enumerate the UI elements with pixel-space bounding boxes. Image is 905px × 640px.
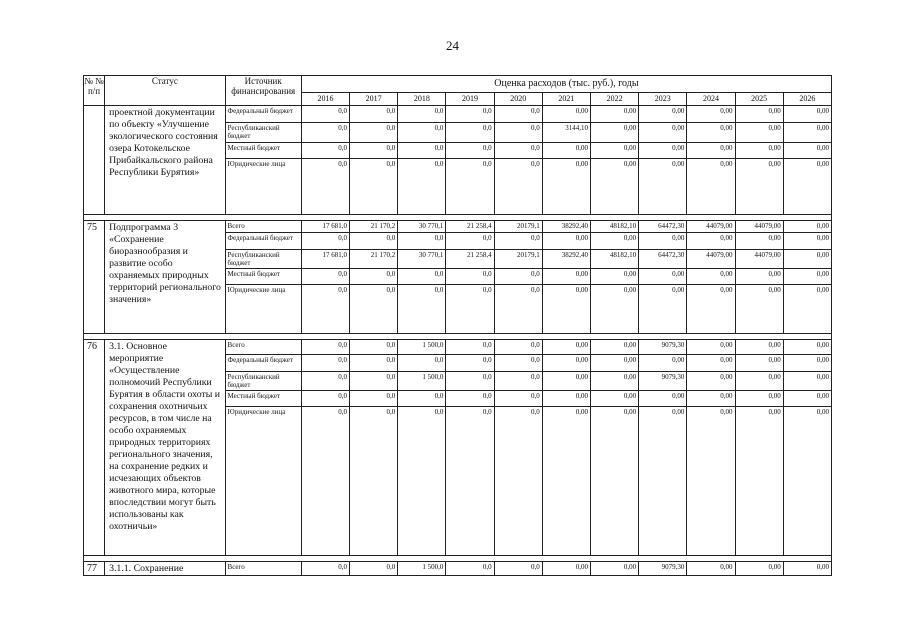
value-cell: 0,00 — [542, 391, 590, 407]
value-cell: 0,0 — [350, 391, 398, 407]
value-cell: 0,00 — [783, 391, 831, 407]
value-cell: 0,00 — [590, 340, 638, 355]
table-row — [84, 221, 832, 233]
header-status: Статус — [105, 76, 225, 106]
value-cell: 0,0 — [446, 285, 494, 334]
value-cell: 0,0 — [446, 372, 494, 391]
value-cell: 0,0 — [350, 106, 398, 123]
value-cell: 0,00 — [735, 285, 783, 334]
value-cell: 0,00 — [542, 159, 590, 215]
source-cell: Всего — [225, 340, 301, 355]
value-cell: 0,0 — [398, 269, 446, 285]
header-year: 2023 — [639, 93, 687, 106]
value-cell: 0,0 — [446, 269, 494, 285]
row-number — [84, 106, 105, 215]
value-cell: 0,0 — [301, 123, 349, 143]
value-cell: 0,00 — [542, 269, 590, 285]
value-cell: 0,0 — [350, 372, 398, 391]
value-cell: 0,0 — [494, 407, 542, 556]
value-cell: 0,0 — [398, 106, 446, 123]
value-cell: 0,0 — [446, 391, 494, 407]
value-cell: 1 500,0 — [398, 562, 446, 576]
value-cell: 0,00 — [639, 233, 687, 250]
value-cell: 0,00 — [639, 407, 687, 556]
value-cell: 0,00 — [687, 407, 735, 556]
value-cell: 0,0 — [398, 407, 446, 556]
value-cell: 0,0 — [398, 143, 446, 159]
value-cell: 0,0 — [350, 143, 398, 159]
value-cell: 0,00 — [735, 269, 783, 285]
value-cell: 0,00 — [542, 285, 590, 334]
value-cell: 1 500,0 — [398, 340, 446, 355]
status-cell: 3.1. Основное мероприятие «Осуществление полномочий Республики Бурятия в области охоты и сохранения охотничьих ресурсов, в том числе на особо охраняемых природных территориях регионального значения, на сохранение редких и исчезающих объектов животного мира, которые впоследствии могут быть использованы как охотничьи» — [105, 340, 225, 556]
value-cell: 0,0 — [446, 340, 494, 355]
value-cell: 0,00 — [783, 159, 831, 215]
value-cell: 21 170,2 — [350, 250, 398, 269]
source-cell: Юридические лица — [225, 285, 301, 334]
value-cell: 0,0 — [494, 340, 542, 355]
value-cell: 0,00 — [639, 391, 687, 407]
value-cell: 0,0 — [301, 159, 349, 215]
value-cell: 0,00 — [542, 562, 590, 576]
value-cell: 0,0 — [398, 355, 446, 372]
value-cell: 0,0 — [350, 123, 398, 143]
budget-table — [83, 75, 832, 576]
value-cell: 0,00 — [639, 159, 687, 215]
value-cell: 9079,30 — [639, 562, 687, 576]
table-row — [84, 340, 832, 355]
value-cell: 0,0 — [350, 407, 398, 556]
value-cell: 0,0 — [301, 143, 349, 159]
value-cell: 0,0 — [301, 233, 349, 250]
value-cell: 64472,30 — [639, 221, 687, 233]
value-cell: 0,00 — [735, 106, 783, 123]
value-cell: 0,0 — [301, 340, 349, 355]
source-cell: Местный бюджет — [225, 143, 301, 159]
value-cell: 0,00 — [735, 340, 783, 355]
value-cell: 0,0 — [446, 407, 494, 556]
header-num: № № п/п — [84, 76, 105, 106]
value-cell: 0,00 — [590, 233, 638, 250]
value-cell: 0,00 — [687, 340, 735, 355]
value-cell: 0,0 — [494, 355, 542, 372]
value-cell: 48182,10 — [590, 250, 638, 269]
value-cell: 20179,1 — [494, 250, 542, 269]
value-cell: 0,00 — [735, 562, 783, 576]
value-cell: 44079,00 — [735, 221, 783, 233]
value-cell: 38292,40 — [542, 221, 590, 233]
value-cell: 0,00 — [687, 106, 735, 123]
value-cell: 0,0 — [398, 391, 446, 407]
source-cell: Всего — [225, 562, 301, 576]
value-cell: 0,00 — [783, 143, 831, 159]
value-cell: 0,00 — [783, 407, 831, 556]
header-year: 2026 — [783, 93, 831, 106]
header-year: 2020 — [494, 93, 542, 106]
value-cell: 0,00 — [783, 221, 831, 233]
value-cell: 0,00 — [590, 391, 638, 407]
value-cell: 0,00 — [783, 250, 831, 269]
value-cell: 0,00 — [590, 407, 638, 556]
value-cell: 64472,30 — [639, 250, 687, 269]
value-cell: 0,00 — [542, 372, 590, 391]
value-cell: 0,0 — [301, 391, 349, 407]
value-cell: 0,00 — [590, 285, 638, 334]
value-cell: 0,00 — [783, 562, 831, 576]
value-cell: 0,0 — [446, 159, 494, 215]
value-cell: 0,0 — [350, 159, 398, 215]
value-cell: 0,00 — [783, 233, 831, 250]
value-cell: 30 770,1 — [398, 221, 446, 233]
header-estimate: Оценка расходов (тыс. руб.), годы — [301, 76, 831, 93]
row-number: 77 — [84, 562, 105, 576]
value-cell: 0,0 — [301, 407, 349, 556]
value-cell: 0,00 — [542, 106, 590, 123]
value-cell: 0,00 — [783, 340, 831, 355]
value-cell: 0,00 — [542, 143, 590, 159]
source-cell: Республиканский бюджет — [225, 372, 301, 391]
value-cell: 0,0 — [398, 123, 446, 143]
value-cell: 0,00 — [687, 233, 735, 250]
value-cell: 0,0 — [494, 233, 542, 250]
source-cell: Юридические лица — [225, 159, 301, 215]
status-cell: Подпрограмма 3 «Сохранение биоразнообразия и развитие особо охраняемых природных территорий регионального значения» — [105, 221, 225, 334]
value-cell: 0,00 — [735, 391, 783, 407]
value-cell: 44079,00 — [687, 250, 735, 269]
value-cell: 0,00 — [687, 355, 735, 372]
source-cell: Федеральный бюджет — [225, 106, 301, 123]
header-year: 2019 — [446, 93, 494, 106]
value-cell: 0,00 — [783, 123, 831, 143]
value-cell: 0,0 — [350, 340, 398, 355]
value-cell: 0,00 — [783, 285, 831, 334]
value-cell: 0,0 — [398, 233, 446, 250]
value-cell: 0,0 — [301, 562, 349, 576]
status-cell: 3.1.1. Сохранение — [105, 562, 225, 576]
value-cell: 0,00 — [687, 269, 735, 285]
value-cell: 0,00 — [590, 159, 638, 215]
header-year: 2024 — [687, 93, 735, 106]
value-cell: 0,00 — [639, 355, 687, 372]
header-year: 2016 — [301, 93, 349, 106]
header-year: 2022 — [590, 93, 638, 106]
value-cell: 0,00 — [639, 106, 687, 123]
value-cell: 0,00 — [735, 233, 783, 250]
page-number: 24 — [446, 38, 459, 53]
value-cell: 0,0 — [446, 143, 494, 159]
source-cell: Юридические лица — [225, 407, 301, 556]
value-cell: 0,0 — [301, 269, 349, 285]
value-cell: 0,00 — [639, 269, 687, 285]
value-cell: 0,0 — [446, 355, 494, 372]
value-cell: 0,0 — [350, 285, 398, 334]
value-cell: 0,00 — [783, 372, 831, 391]
value-cell: 9079,30 — [639, 372, 687, 391]
value-cell: 0,0 — [446, 123, 494, 143]
value-cell: 0,0 — [398, 285, 446, 334]
source-cell: Федеральный бюджет — [225, 355, 301, 372]
value-cell: 0,00 — [590, 143, 638, 159]
value-cell: 0,0 — [350, 355, 398, 372]
value-cell: 0,00 — [783, 269, 831, 285]
value-cell: 0,00 — [735, 159, 783, 215]
source-cell: Республиканский бюджет — [225, 250, 301, 269]
value-cell: 0,0 — [350, 233, 398, 250]
value-cell: 0,00 — [687, 123, 735, 143]
value-cell: 0,0 — [350, 269, 398, 285]
value-cell: 0,00 — [687, 372, 735, 391]
value-cell: 0,0 — [301, 355, 349, 372]
value-cell: 21 258,4 — [446, 221, 494, 233]
value-cell: 0,00 — [590, 269, 638, 285]
value-cell: 0,00 — [590, 106, 638, 123]
value-cell: 0,0 — [446, 106, 494, 123]
value-cell: 0,00 — [735, 123, 783, 143]
value-cell: 0,00 — [590, 372, 638, 391]
value-cell: 0,0 — [494, 123, 542, 143]
value-cell: 0,00 — [687, 391, 735, 407]
value-cell: 3144,10 — [542, 123, 590, 143]
value-cell: 0,0 — [494, 269, 542, 285]
value-cell: 0,0 — [398, 159, 446, 215]
value-cell: 44079,00 — [687, 221, 735, 233]
value-cell: 0,00 — [687, 143, 735, 159]
value-cell: 20179,1 — [494, 221, 542, 233]
row-number: 76 — [84, 340, 105, 556]
value-cell: 44079,00 — [735, 250, 783, 269]
header-year: 2017 — [350, 93, 398, 106]
value-cell: 38292,40 — [542, 250, 590, 269]
value-cell: 0,00 — [687, 285, 735, 334]
header-row — [84, 76, 832, 93]
source-cell: Федеральный бюджет — [225, 233, 301, 250]
value-cell: 0,00 — [639, 143, 687, 159]
value-cell: 0,00 — [783, 355, 831, 372]
value-cell: 0,0 — [494, 106, 542, 123]
value-cell: 0,0 — [494, 143, 542, 159]
value-cell: 30 770,1 — [398, 250, 446, 269]
value-cell: 0,0 — [494, 285, 542, 334]
value-cell: 0,00 — [639, 285, 687, 334]
value-cell: 0,0 — [446, 233, 494, 250]
value-cell: 0,00 — [783, 106, 831, 123]
row-number: 75 — [84, 221, 105, 334]
value-cell: 0,0 — [494, 562, 542, 576]
value-cell: 0,00 — [590, 123, 638, 143]
value-cell: 0,00 — [542, 407, 590, 556]
table-row — [84, 106, 832, 123]
value-cell: 0,0 — [494, 391, 542, 407]
value-cell: 0,0 — [494, 159, 542, 215]
value-cell: 0,00 — [687, 159, 735, 215]
header-year: 2018 — [398, 93, 446, 106]
value-cell: 0,0 — [301, 372, 349, 391]
value-cell: 0,00 — [542, 340, 590, 355]
value-cell: 0,00 — [639, 123, 687, 143]
value-cell: 0,00 — [735, 372, 783, 391]
source-cell: Всего — [225, 221, 301, 233]
value-cell: 0,00 — [687, 562, 735, 576]
value-cell: 0,0 — [350, 562, 398, 576]
value-cell: 0,00 — [590, 355, 638, 372]
value-cell: 17 681,0 — [301, 221, 349, 233]
header-year: 2021 — [542, 93, 590, 106]
value-cell: 0,00 — [735, 355, 783, 372]
value-cell: 9079,30 — [639, 340, 687, 355]
value-cell: 0,00 — [542, 355, 590, 372]
value-cell: 0,00 — [735, 143, 783, 159]
value-cell: 0,00 — [590, 562, 638, 576]
value-cell: 17 681,0 — [301, 250, 349, 269]
source-cell: Местный бюджет — [225, 269, 301, 285]
table-body — [84, 76, 832, 576]
value-cell: 0,0 — [494, 372, 542, 391]
table-row — [84, 562, 832, 576]
source-cell: Местный бюджет — [225, 391, 301, 407]
value-cell: 0,00 — [542, 233, 590, 250]
value-cell: 21 170,2 — [350, 221, 398, 233]
value-cell: 1 500,0 — [398, 372, 446, 391]
value-cell: 48182,10 — [590, 221, 638, 233]
header-year: 2025 — [735, 93, 783, 106]
status-cell: проектной документации по объекту «Улучшение экологического состояния озера Котокельское Прибайкальского района Республики Бурятия» — [105, 106, 225, 215]
header-source: Источник финансирования — [225, 76, 301, 106]
value-cell: 21 258,4 — [446, 250, 494, 269]
value-cell: 0,0 — [446, 562, 494, 576]
value-cell: 0,00 — [735, 407, 783, 556]
value-cell: 0,0 — [301, 106, 349, 123]
value-cell: 0,0 — [301, 285, 349, 334]
source-cell: Республиканский бюджет — [225, 123, 301, 143]
